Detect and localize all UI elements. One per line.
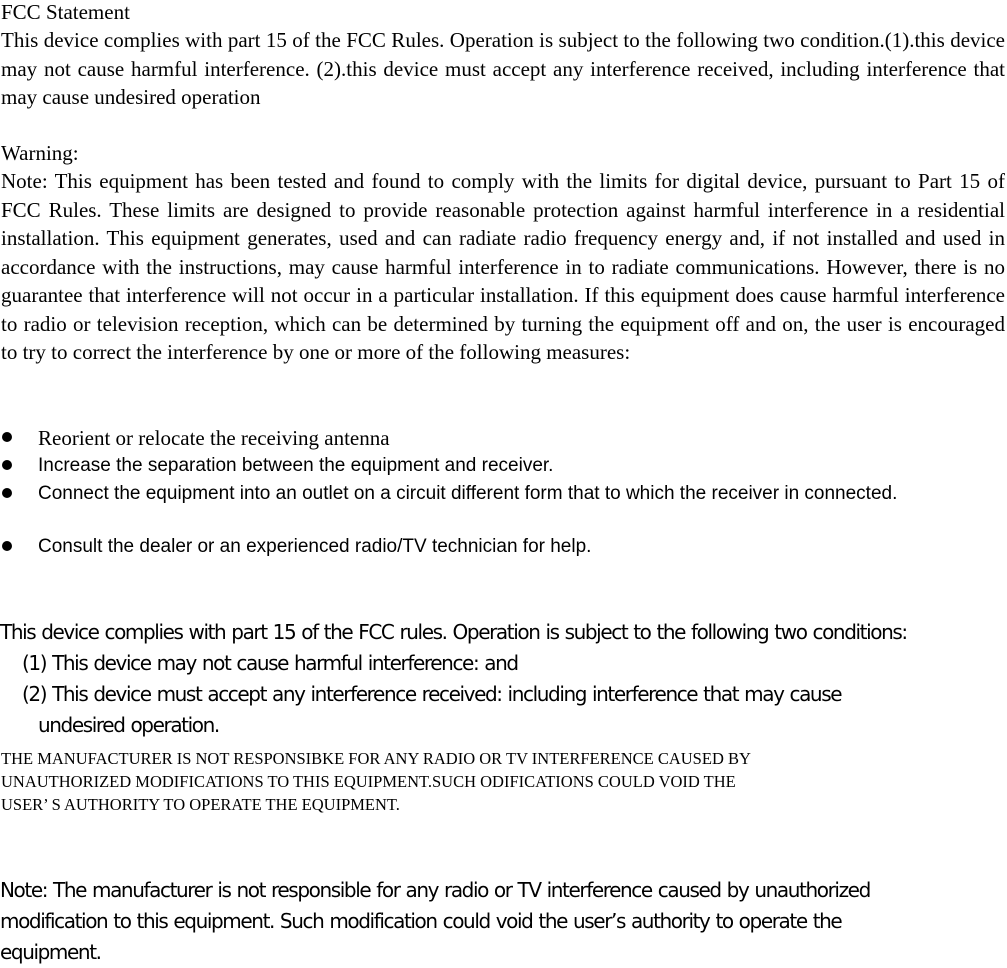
manufacturer-note-line-1: Note: The manufacturer is not responsible for any radio or TV interference caused by unauthorized <box>0 878 870 902</box>
measure-text: Increase the separation between the equipment and receiver. <box>38 455 554 476</box>
compliance-condition-2: (2) This device must accept any interference received: including interference that may cause <box>22 682 842 706</box>
bullet-icon <box>2 488 12 498</box>
bullet-icon <box>2 541 12 551</box>
measure-text: Consult the dealer or an experienced radio/TV technician for help. <box>38 536 592 557</box>
compliance-intro: This device complies with part 15 of the FCC rules. Operation is subject to the following two conditions: <box>0 620 907 644</box>
measures-list <box>0 425 1005 562</box>
manufacturer-caps-line-1: THE MANUFACTURER IS NOT RESPONSIBKE FOR ANY RADIO OR TV INTERFERENCE CAUSED BY <box>1 749 751 768</box>
manufacturer-caps-line-2: UNAUTHORIZED MODIFICATIONS TO THIS EQUIPMENT.SUCH ODIFICATIONS COULD VOID THE <box>1 772 736 791</box>
bullet-icon <box>2 432 12 442</box>
manufacturer-note-line-2: modification to this equipment. Such modification could void the user’s authority to operate the <box>0 909 842 933</box>
list-item <box>0 453 1005 481</box>
fcc-statement-paragraph: This device complies with part 15 of the FCC Rules. Operation is subject to the following two condition.(1).this device may not cause harmful interference. (2).this device must accept any interference received, including interference that may cause undesired operation <box>1 28 1005 109</box>
list-item <box>0 481 1005 534</box>
warning-note-paragraph: Note: This equipment has been tested and found to comply with the limits for digital device, pursuant to Part 15 of FCC Rules. These limits are designed to provide reasonable protection against harmful interference in a residential installation. This equipment generates, used and can radiate radio frequency energy and, if not installed and used in accordance with the instructions, may cause harmful interference in to radiate communications. However, there is no guarantee that interference will not occur in a particular installation. If this equipment does cause harmful interference to radio or television reception, which can be determined by turning the equipment off and on, the user is encouraged to try to correct the interference by one or more of the following measures: <box>1 169 1005 364</box>
list-item <box>0 425 1005 453</box>
manufacturer-note-line-3: equipment. <box>0 940 101 964</box>
measure-text: Reorient or relocate the receiving antenna <box>38 426 390 450</box>
fcc-statement-heading: FCC Statement <box>1 0 130 24</box>
warning-heading: Warning: <box>1 141 79 165</box>
manufacturer-caps-line-3: USER’ S AUTHORITY TO OPERATE THE EQUIPMENT. <box>1 795 400 814</box>
list-item <box>0 534 1005 562</box>
measure-text: Connect the equipment into an outlet on a circuit different form that to which the receiver in connected. <box>38 483 898 504</box>
compliance-condition-1: (1) This device may not cause harmful interference: and <box>22 651 518 675</box>
compliance-condition-2-cont: undesired operation. <box>38 713 219 737</box>
bullet-icon <box>2 460 12 470</box>
